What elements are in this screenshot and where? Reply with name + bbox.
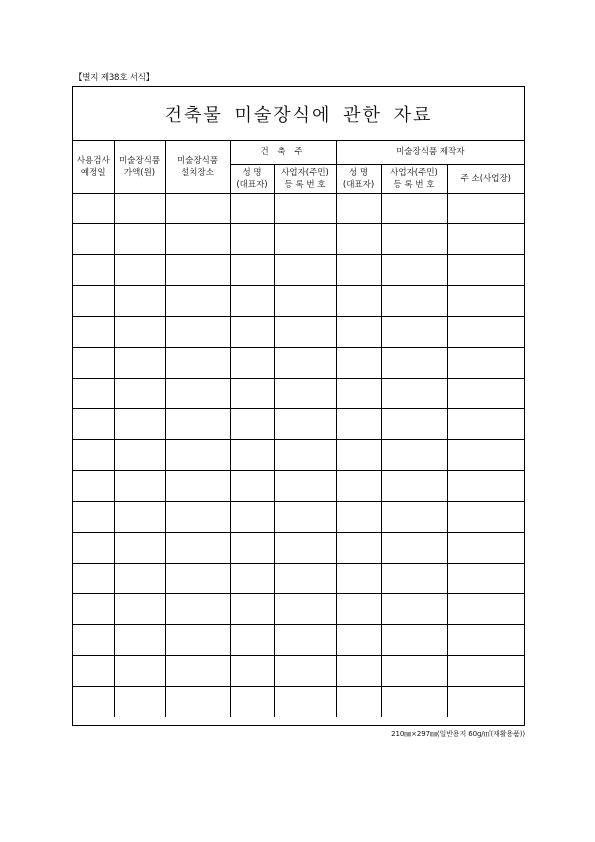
table-cell[interactable] [230,532,274,563]
table-cell[interactable] [73,687,114,718]
table-cell[interactable] [336,656,381,687]
form-number-label: 【별지 제38호 서식】 [74,73,155,83]
table-cell[interactable] [336,193,381,224]
table-cell[interactable] [274,286,336,317]
table-cell[interactable] [165,625,230,656]
table-cell[interactable] [230,409,274,440]
table-cell[interactable] [230,687,274,718]
table-cell[interactable] [381,286,447,317]
table-cell[interactable] [165,286,230,317]
table-cell[interactable] [114,378,165,409]
table-cell[interactable] [381,255,447,286]
table-cell[interactable] [274,687,336,718]
table-cell[interactable] [336,378,381,409]
table-cell[interactable] [381,347,447,378]
table-cell[interactable] [381,625,447,656]
table-cell[interactable] [447,224,524,255]
table-cell[interactable] [114,347,165,378]
title-band [73,87,524,141]
table-cell[interactable] [381,378,447,409]
table-cell[interactable] [114,501,165,532]
table-cell[interactable] [114,563,165,594]
table-cell[interactable] [230,563,274,594]
table-cell[interactable] [114,440,165,471]
table-cell[interactable] [165,440,230,471]
header-row-1 [73,141,524,164]
table-cell[interactable] [165,471,230,502]
table-cell[interactable] [230,501,274,532]
table-cell[interactable] [336,532,381,563]
table-cell[interactable] [230,347,274,378]
table-cell[interactable] [73,501,114,532]
table-row [73,440,524,471]
table-cell[interactable] [381,563,447,594]
table-cell[interactable] [114,409,165,440]
table-cell[interactable] [114,594,165,625]
table-row [73,687,524,718]
table-cell[interactable] [165,193,230,224]
table-cell[interactable] [336,255,381,286]
table-cell[interactable] [381,316,447,347]
table-cell[interactable] [274,193,336,224]
table-cell[interactable] [447,286,524,317]
data-table [73,141,524,717]
table-cell[interactable] [230,594,274,625]
table-cell[interactable] [73,347,114,378]
table-cell[interactable] [336,563,381,594]
table-cell[interactable] [447,532,524,563]
table-row [73,656,524,687]
form-sheet [72,86,525,726]
table-cell[interactable] [73,224,114,255]
table-cell[interactable] [447,656,524,687]
table-cell[interactable] [447,594,524,625]
table-row [73,316,524,347]
header-install-location: 미술장식품 설치장소 [165,141,230,193]
table-cell[interactable] [165,687,230,718]
table-cell[interactable] [381,409,447,440]
header-artwork-price: 미술장식품 가액(원) [114,141,165,193]
table-cell[interactable] [274,656,336,687]
table-cell[interactable] [381,532,447,563]
table-cell[interactable] [165,347,230,378]
table-cell[interactable] [230,286,274,317]
table-cell[interactable] [73,625,114,656]
table-cell[interactable] [114,316,165,347]
table-cell[interactable] [73,193,114,224]
table-cell[interactable] [230,224,274,255]
table-cell[interactable] [274,378,336,409]
table-cell[interactable] [381,440,447,471]
table-cell[interactable] [230,625,274,656]
table-cell[interactable] [336,594,381,625]
table-cell[interactable] [230,255,274,286]
table-cell[interactable] [336,409,381,440]
table-cell[interactable] [381,471,447,502]
table-cell[interactable] [230,378,274,409]
table-cell[interactable] [274,440,336,471]
table-cell[interactable] [114,625,165,656]
paper-size-note: 210㎜×297㎜(일반용지 60g/㎡(재활용품)) [391,730,525,738]
table-cell[interactable] [114,224,165,255]
table-cell[interactable] [381,594,447,625]
table-cell[interactable] [336,471,381,502]
table-cell[interactable] [230,440,274,471]
table-cell[interactable] [114,286,165,317]
table-cell[interactable] [73,471,114,502]
document-title: 건축물 미술장식에 관한 자료 [164,104,433,126]
table-cell[interactable] [381,224,447,255]
table-cell[interactable] [165,409,230,440]
table-cell[interactable] [336,286,381,317]
table-cell[interactable] [274,316,336,347]
table-cell[interactable] [114,255,165,286]
header-group-owner: 건 축 주 [230,141,336,164]
header-maker-name: 성 명 (대표자) [336,164,381,193]
table-row [73,255,524,286]
table-cell[interactable] [447,255,524,286]
table-row [73,625,524,656]
table-cell[interactable] [336,687,381,718]
table-cell[interactable] [447,440,524,471]
table-row [73,224,524,255]
table-cell[interactable] [73,378,114,409]
header-owner-reg-no: 사업자(주민) 등 록 번 호 [274,164,336,193]
table-cell[interactable] [114,471,165,502]
table-cell[interactable] [230,656,274,687]
table-row [73,378,524,409]
table-cell[interactable] [165,563,230,594]
table-cell[interactable] [274,224,336,255]
table-cell[interactable] [447,193,524,224]
table-cell[interactable] [73,656,114,687]
table-cell[interactable] [336,224,381,255]
table-cell[interactable] [336,440,381,471]
header-inspection-date: 사용검사 예정일 [73,141,114,193]
table-cell[interactable] [165,224,230,255]
table-row [73,501,524,532]
header-group-maker: 미술장식품 제작자 [336,141,524,164]
table-cell[interactable] [230,471,274,502]
table-cell[interactable] [447,501,524,532]
table-cell[interactable] [73,316,114,347]
table-row [73,193,524,224]
table-cell[interactable] [73,532,114,563]
header-maker-reg-no: 사업자(주민) 등 록 번 호 [381,164,447,193]
table-row [73,563,524,594]
table-row [73,594,524,625]
table-cell[interactable] [447,625,524,656]
table-cell[interactable] [381,501,447,532]
table-cell[interactable] [230,316,274,347]
table-cell[interactable] [73,409,114,440]
table-cell[interactable] [447,471,524,502]
table-cell[interactable] [73,594,114,625]
table-cell[interactable] [73,286,114,317]
table-cell[interactable] [274,347,336,378]
table-cell[interactable] [447,687,524,718]
table-cell[interactable] [336,501,381,532]
table-row [73,409,524,440]
table-cell[interactable] [274,409,336,440]
table-cell[interactable] [274,471,336,502]
table-cell[interactable] [274,594,336,625]
table-row [73,286,524,317]
header-owner-name: 성 명 (대표자) [230,164,274,193]
table-cell[interactable] [381,656,447,687]
table-cell[interactable] [336,625,381,656]
table-cell[interactable] [114,193,165,224]
table-cell[interactable] [274,532,336,563]
table-cell[interactable] [447,347,524,378]
table-cell[interactable] [165,501,230,532]
table-cell[interactable] [165,255,230,286]
table-row [73,532,524,563]
table-cell[interactable] [165,316,230,347]
table-cell[interactable] [165,532,230,563]
table-cell[interactable] [165,594,230,625]
table-row [73,347,524,378]
table-row [73,471,524,502]
table-cell[interactable] [336,347,381,378]
table-cell[interactable] [114,656,165,687]
table-cell[interactable] [73,440,114,471]
table-cell[interactable] [165,656,230,687]
table-cell[interactable] [381,687,447,718]
table-cell[interactable] [447,378,524,409]
table-cell[interactable] [165,378,230,409]
table-cell[interactable] [114,532,165,563]
table-cell[interactable] [274,625,336,656]
table-cell[interactable] [114,687,165,718]
table-cell[interactable] [230,193,274,224]
header-maker-address: 주 소(사업장) [447,164,524,193]
table-cell[interactable] [447,316,524,347]
table-cell[interactable] [274,501,336,532]
table-cell[interactable] [381,193,447,224]
table-cell[interactable] [274,255,336,286]
table-cell[interactable] [447,563,524,594]
table-cell[interactable] [447,409,524,440]
table-cell[interactable] [73,255,114,286]
table-cell[interactable] [336,316,381,347]
table-cell[interactable] [73,563,114,594]
table-cell[interactable] [274,563,336,594]
